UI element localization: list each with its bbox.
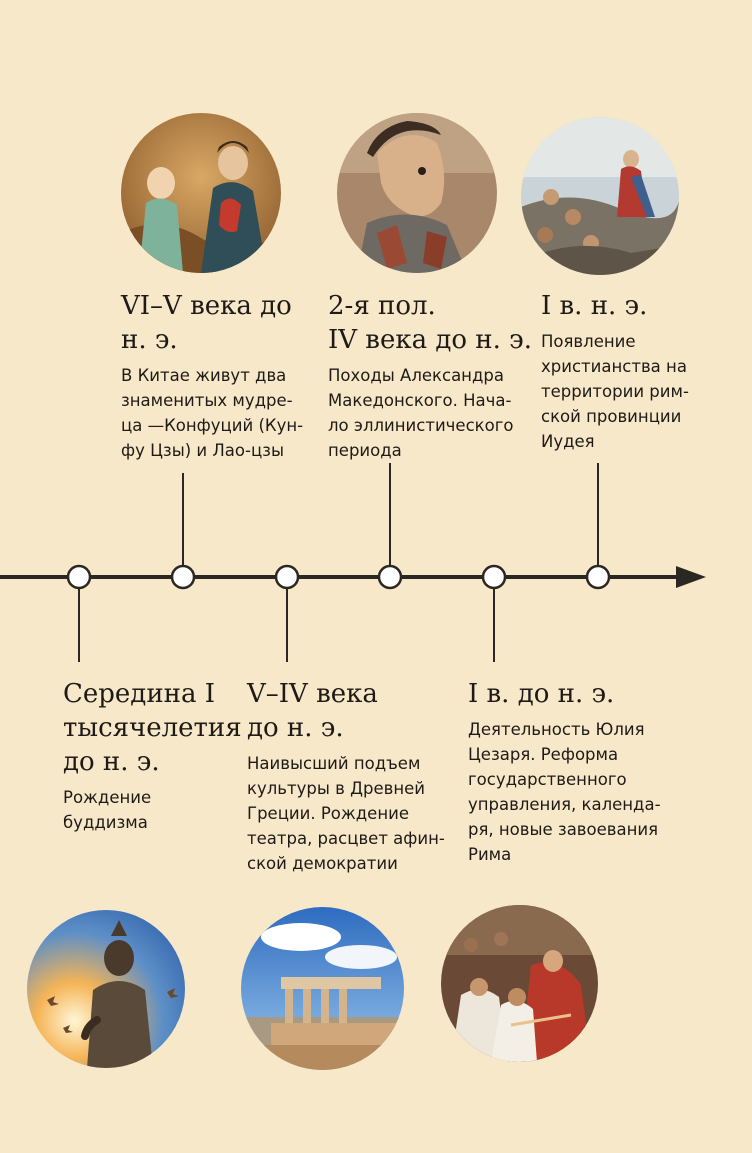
event-title-christianity: I в. н. э. (541, 291, 648, 321)
event-text-buddhism: Рождение буддизма (63, 788, 152, 832)
event-text-christianity: Появление христианства на территории рим- ской провинции Иудея (541, 332, 689, 451)
event-text-alexander: Походы Александра Македонского. Нача- ло эллинистического периода (328, 366, 514, 460)
acropolis-erechtheion-image (241, 907, 404, 1070)
node-christianity (587, 566, 609, 588)
node-china (172, 566, 194, 588)
caesar-assassination-painting-image (441, 905, 598, 1062)
event-text-caesar: Деятельность Юлия Цезаря. Реформа государственного управления, календа- ря, новые завоевания Рима (468, 720, 661, 864)
event-text-china: В Китае живут два знаменитых мудре- ца —Конфуций (Кун- фу Цзы) и Лао-цзы (121, 366, 304, 460)
node-greece (276, 566, 298, 588)
buddha-statue-image (27, 910, 185, 1068)
event-title-greece: V–IV века до н. э. (247, 679, 378, 743)
node-buddhism (68, 566, 90, 588)
event-text-greece: Наивысший подъем культуры в Древней Греции. Рождение театра, расцвет афин- ской демократии (247, 754, 445, 873)
node-caesar (483, 566, 505, 588)
alexander-mosaic-image (337, 113, 497, 273)
event-title-alexander: 2-я пол. IV века до н. э. (328, 291, 532, 355)
timeline-arrowhead (676, 566, 706, 588)
chinese-sages-painting-image (121, 113, 281, 273)
event-title-caesar: I в. до н. э. (468, 679, 615, 709)
node-alexander (379, 566, 401, 588)
event-title-buddhism: Середина I тысячелетия до н. э. (63, 679, 242, 777)
sermon-on-the-mount-painting-image (521, 117, 679, 275)
event-title-china: VI–V века до н. э. (121, 291, 292, 355)
